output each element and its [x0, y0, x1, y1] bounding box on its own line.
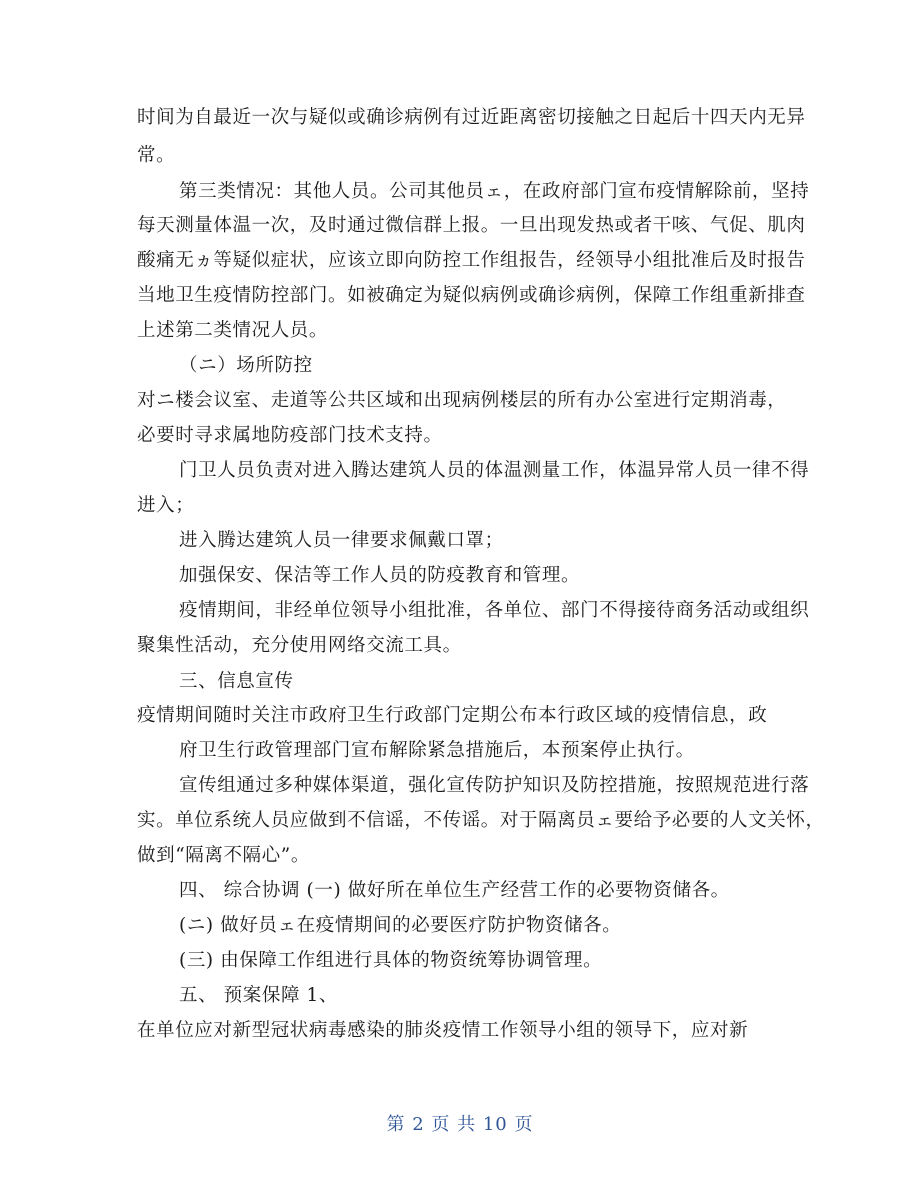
text-line: 常。 [137, 145, 176, 166]
section-heading: 四、 综合协调 (一) 做好所在单位生产经营工作的必要物资储各。 [179, 880, 730, 901]
text-line: 加强保安、保洁等工作人员的防疫教育和管理。 [179, 565, 581, 586]
text-line: 第三类情况：其他人员。公司其他员ェ，在政府部门宣布疫情解除前，坚持 [179, 181, 810, 202]
text-line: 酸痛无ヵ等疑似症状，应该立即向防控工作组报告，经领导小组批准后及时报告 [137, 250, 806, 271]
text-line: 做到“隔离不隔心”。 [137, 845, 310, 866]
text-line: 在单位应对新型冠状病毒感染的肺炎疫情工作领导小组的领导下，应对新 [137, 1020, 749, 1041]
text-line: 聚集性活动，充分使用网络交流工具。 [137, 635, 462, 656]
text-line: 当地卫生疫情防控部门。如被确定为疑似病例或确诊病例，保障工作组重新排查 [137, 285, 806, 306]
text-line: 疫情期间，非经单位领导小组批准，各单位、部门不得接待商务活动或组织 [179, 600, 810, 621]
section-heading: （ニ）场所防控 [179, 355, 313, 376]
text-line: 实。单位系统人员应做到不信谣，不传谣。对于隔离员ェ要给予必要的人文关怀， [137, 810, 825, 831]
text-line: 上述第二类情况人员。 [137, 320, 329, 341]
text-line: 宣传组通过多种媒体渠道，强化宣传防护知识及防控措施，按照规范进行落 [179, 775, 810, 796]
text-line: (ニ) 做好员ェ在疫情期间的必要医疗防护物资储各。 [179, 915, 622, 936]
section-heading: 三、信息宣传 [179, 671, 294, 692]
text-line: 时间为自最近一次与疑似或确诊病例有过近距离密切接触之日起后十四天内无异 [137, 107, 806, 128]
text-line: 必要时寻求属地防疫部门技术支持。 [137, 425, 443, 446]
text-line: 进入； [137, 495, 195, 516]
text-line: 府卫生行政管理部门宣布解除紧急措施后，本预案停止执行。 [179, 740, 695, 761]
section-heading: 五、 预案保障 1、 [179, 985, 339, 1006]
text-line: 疫情期间随时关注市政府卫生行政部门定期公布本行政区域的疫情信息，政 [137, 705, 768, 726]
text-line: (三) 由保障工作组进行具体的物资统筹协调管理。 [179, 950, 603, 971]
page-number-footer: 第 2 页 共 10 页 [386, 1114, 534, 1135]
text-line: 对ニ楼会议室、走道等公共区域和出现病例楼层的所有办公室进行定期消毒， [137, 390, 787, 411]
text-line: 门卫人员负责对进入腾达建筑人员的体温测量工作，体温异常人员一律不得 [179, 460, 810, 481]
text-line: 每天测量体温一次，及时通过微信群上报。一旦出现发热或者干咳、气促、肌肉 [137, 215, 806, 236]
text-line: 进入腾达建筑人员一律要求佩戴口罩； [179, 530, 504, 551]
